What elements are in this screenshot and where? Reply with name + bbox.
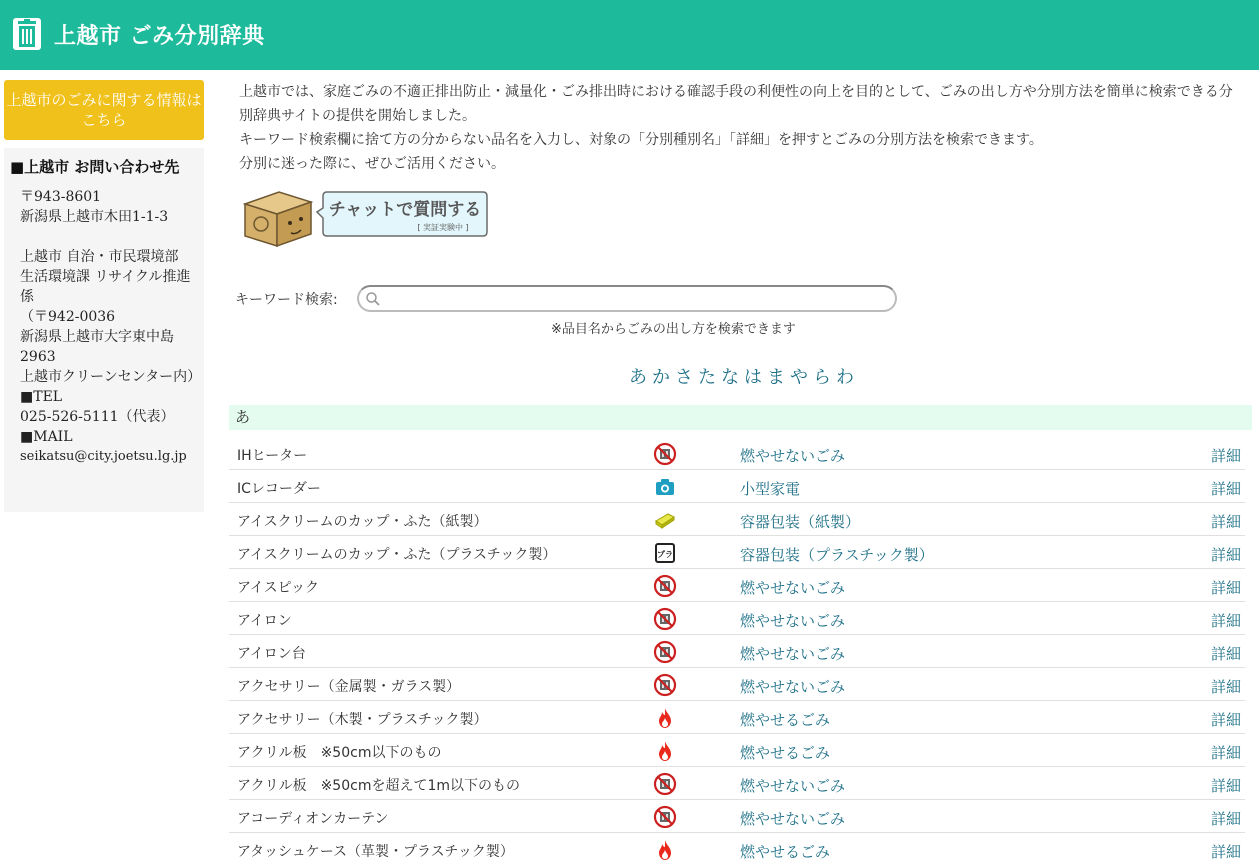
item-name: アコーディオンカーテン [237, 811, 389, 827]
item-detail-link[interactable]: 詳細 [1211, 645, 1242, 663]
item-detail-link[interactable]: 詳細 [1211, 612, 1242, 630]
item-row [229, 800, 1245, 833]
cardboard-box-icon [245, 192, 311, 246]
item-row [229, 701, 1245, 734]
item-category-link[interactable]: 燃やせないごみ [740, 678, 846, 696]
item-category-link[interactable]: 燃やせないごみ [740, 612, 846, 630]
item-list [229, 437, 1245, 861]
kana-link-a[interactable]: あ [629, 367, 652, 388]
intro-line-2: キーワード検索欄に捨て方の分からない品名を入力し、対象の「分別種別名」「詳細」を押すとごみの分別方法を検索できます。 [239, 132, 1043, 148]
contact-tel-label: ■TEL [20, 389, 63, 405]
camera-icon [653, 475, 677, 499]
contact-tel: 025-526-5111（代表） [20, 409, 175, 425]
item-detail-link[interactable]: 詳細 [1211, 810, 1242, 828]
item-category-link[interactable]: 燃やせないごみ [740, 810, 846, 828]
kana-link-ma[interactable]: ま [767, 367, 790, 388]
item-category-link[interactable]: 燃やせないごみ [740, 579, 846, 597]
item-category-link[interactable]: 容器包装（プラスチック製） [740, 546, 934, 564]
plastic-mark-icon [653, 541, 677, 565]
item-detail-link[interactable]: 詳細 [1211, 744, 1242, 762]
item-category-link[interactable]: 燃やせるごみ [740, 843, 831, 861]
contact-department: 上越市 自治・市民環境部 [20, 249, 179, 265]
flame-icon [653, 739, 677, 763]
contact-title: ■上越市 お問い合わせ先 [10, 158, 180, 176]
contact-box [4, 148, 204, 512]
item-row [229, 833, 1245, 861]
kana-link-ha[interactable]: は [744, 367, 767, 388]
item-detail-link[interactable]: 詳細 [1211, 447, 1242, 465]
contact-facility: 上越市クリーンセンター内） [20, 369, 202, 385]
kana-link-ra[interactable]: ら [813, 367, 836, 388]
item-row [229, 503, 1245, 536]
nonburnable-icon [653, 772, 677, 796]
contact-postal-2: （〒942-0036 [20, 309, 116, 325]
item-row [229, 668, 1245, 701]
item-name: アクリル板 ※50cm以下のもの [237, 745, 442, 761]
item-row [229, 635, 1245, 668]
kana-link-wa[interactable]: わ [836, 367, 859, 388]
item-detail-link[interactable]: 詳細 [1211, 678, 1242, 696]
item-name: アクリル板 ※50cmを超えて1m以下のもの [237, 778, 521, 794]
kana-index-nav [629, 363, 859, 389]
item-name: アイスクリームのカップ・ふた（プラスチック製） [237, 547, 557, 563]
item-name: アクセサリー（金属製・ガラス製） [237, 679, 461, 695]
item-row [229, 767, 1245, 800]
item-name: アタッシュケース（革製・プラスチック製） [237, 844, 514, 860]
site-title[interactable]: 上越市 ごみ分別辞典 [54, 24, 265, 49]
chat-button-label: チャットで質問する [328, 200, 482, 220]
flame-icon [653, 838, 677, 861]
item-detail-link[interactable]: 詳細 [1211, 480, 1242, 498]
flame-icon [653, 706, 677, 730]
nonburnable-icon [653, 607, 677, 631]
intro-text [229, 80, 1244, 176]
site-header [0, 0, 1259, 70]
item-category-link[interactable]: 容器包装（紙製） [740, 513, 861, 531]
search-note: ※品目名からごみの出し方を検索できます [551, 322, 796, 337]
nonburnable-icon [653, 574, 677, 598]
item-name: アクセサリー（木製・プラスチック製） [237, 712, 488, 728]
item-row [229, 536, 1245, 569]
kana-link-ka[interactable]: か [652, 367, 675, 388]
item-name: アイスクリームのカップ・ふた（紙製） [237, 514, 488, 530]
item-row [229, 734, 1245, 767]
search-label: キーワード検索: [235, 292, 338, 308]
intro-line-3: 分別に迷った際に、ぜひご活用ください。 [239, 156, 505, 172]
trash-can-icon [12, 17, 42, 51]
chat-button-sublabel: [ 実証実験中 ] [417, 223, 469, 232]
item-name: アイロン [237, 613, 292, 629]
item-detail-link[interactable]: 詳細 [1211, 513, 1242, 531]
item-category-link[interactable]: 燃やせないごみ [740, 777, 846, 795]
chat-question-button[interactable] [241, 188, 489, 250]
item-name: アイスピック [237, 580, 320, 596]
item-detail-link[interactable]: 詳細 [1211, 843, 1242, 861]
intro-line-1: 上越市では、家庭ごみの不適正排出防止・減量化・ごみ排出時における確認手段の利便性の向上を目的として、ごみの出し方や分別方法を簡単に検索できる分別辞典サイトの提供を開始しました。 [239, 84, 1233, 124]
nonburnable-icon [653, 805, 677, 829]
contact-address: 新潟県上越市木田1-1-3 [20, 209, 169, 225]
item-detail-link[interactable]: 詳細 [1211, 711, 1242, 729]
item-row [229, 470, 1245, 503]
nonburnable-icon [653, 442, 677, 466]
sidebar [4, 80, 204, 512]
kana-link-ya[interactable]: や [790, 367, 813, 388]
item-name: アイロン台 [237, 646, 306, 662]
item-category-link[interactable]: 燃やせるごみ [740, 744, 831, 762]
item-category-link[interactable]: 燃やせるごみ [740, 711, 831, 729]
nonburnable-icon [653, 640, 677, 664]
contact-postal: 〒943-8601 [20, 189, 102, 205]
contact-section: 生活環境課 リサイクル推進係 [20, 269, 191, 305]
kana-link-sa[interactable]: さ [675, 367, 698, 388]
kana-link-ta[interactable]: た [698, 367, 721, 388]
search-input[interactable] [357, 285, 897, 312]
contact-details [20, 187, 202, 467]
contact-mail: seikatsu@city.joetsu.lg.jp [20, 449, 187, 464]
kana-link-na[interactable]: な [721, 367, 744, 388]
contact-mail-label: ■MAIL [20, 429, 73, 445]
item-category-link[interactable]: 小型家電 [740, 480, 801, 498]
item-category-link[interactable]: 燃やせないごみ [740, 645, 846, 663]
item-category-link[interactable]: 燃やせないごみ [740, 447, 846, 465]
contact-address-2: 新潟県上越市大字東中島2963 [20, 329, 174, 365]
item-row [229, 437, 1245, 470]
paper-pack-icon [653, 508, 677, 532]
item-row [229, 569, 1245, 602]
item-name: ICレコーダー [237, 481, 321, 497]
section-heading: あ [229, 405, 1252, 430]
search-icon [365, 291, 381, 307]
item-detail-link[interactable]: 詳細 [1211, 546, 1242, 564]
main-content [229, 80, 1259, 861]
item-detail-link[interactable]: 詳細 [1211, 777, 1242, 795]
item-row [229, 602, 1245, 635]
svg-text:プラ: プラ [657, 550, 673, 559]
nonburnable-icon [653, 673, 677, 697]
garbage-info-button[interactable]: 上越市のごみに関する情報はこちら [4, 80, 204, 140]
item-detail-link[interactable]: 詳細 [1211, 579, 1242, 597]
item-name: IHヒーター [237, 448, 308, 464]
